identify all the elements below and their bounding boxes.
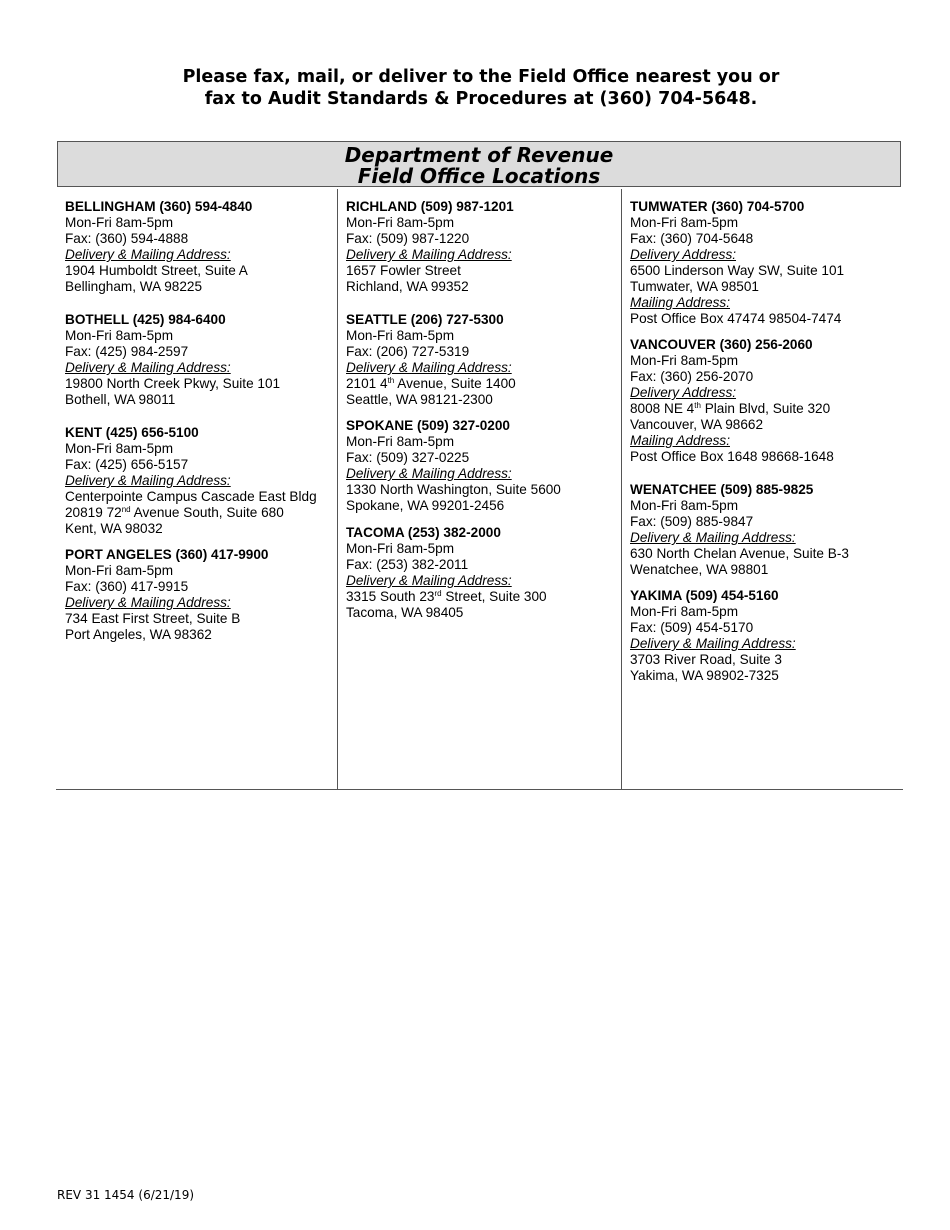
address-label — [630, 636, 796, 652]
ordinal-suffix: th — [694, 401, 701, 410]
line-text: 20819 72 — [65, 505, 122, 520]
line-text: 3703 River Road, Suite 3 — [630, 652, 782, 667]
line-text: VANCOUVER (360) 256-2060 — [630, 337, 813, 352]
office-vancouver — [630, 337, 834, 465]
office-line — [65, 392, 280, 408]
office-line — [630, 215, 844, 231]
line-text: Delivery & Mailing Address: — [346, 247, 512, 262]
office-line — [346, 263, 514, 279]
line-text: Bothell, WA 98011 — [65, 392, 176, 407]
office-line — [630, 498, 849, 514]
office-heading — [630, 199, 844, 215]
office-line — [630, 620, 796, 636]
office-kent — [65, 425, 317, 537]
line-text: Yakima, WA 98902-7325 — [630, 668, 779, 683]
line-text: Mon-Fri 8am-5pm — [630, 604, 739, 619]
office-line — [346, 215, 514, 231]
line-text: TACOMA (253) 382-2000 — [346, 525, 501, 540]
office-heading — [346, 199, 514, 215]
line-text: Tacoma, WA 98405 — [346, 605, 464, 620]
office-line — [65, 441, 317, 457]
table-header — [57, 141, 901, 187]
office-line — [630, 353, 834, 369]
office-seattle — [346, 312, 516, 408]
office-line — [346, 589, 547, 605]
office-line — [65, 328, 280, 344]
instructions-line-2: fax to Audit Standards & Procedures at (360) 704-5648. — [204, 89, 758, 109]
line-text: Spokane, WA 99201-2456 — [346, 498, 505, 513]
address-label — [630, 385, 834, 401]
office-port-angeles — [65, 547, 268, 643]
line-text: Post Office Box 47474 98504-7474 — [630, 311, 842, 326]
address-label — [630, 530, 849, 546]
address-label — [346, 247, 514, 263]
office-line — [630, 668, 796, 684]
line-text: Mon-Fri 8am-5pm — [346, 434, 455, 449]
office-heading — [346, 312, 516, 328]
office-line — [630, 562, 849, 578]
line-text: Delivery & Mailing Address: — [65, 360, 231, 375]
office-line — [630, 231, 844, 247]
ordinal-suffix: nd — [121, 505, 131, 514]
office-heading — [65, 425, 317, 441]
line-text: Delivery & Mailing Address: — [65, 595, 231, 610]
office-line — [630, 546, 849, 562]
line-text: Mon-Fri 8am-5pm — [346, 541, 455, 556]
office-line — [346, 482, 561, 498]
office-line — [346, 344, 516, 360]
line-text: 2101 4 — [346, 376, 388, 391]
office-line — [65, 457, 317, 473]
address-label — [65, 247, 252, 263]
office-line — [630, 604, 796, 620]
office-line — [630, 449, 834, 465]
line-text: Centerpointe Campus Cascade East Bldg — [65, 489, 317, 504]
office-line — [65, 627, 268, 643]
line-text: Fax: (360) 594-4888 — [65, 231, 189, 246]
office-spokane — [346, 418, 561, 514]
line-text: BELLINGHAM (360) 594-4840 — [65, 199, 253, 214]
office-heading — [65, 199, 252, 215]
office-line — [65, 263, 252, 279]
office-line — [630, 417, 834, 433]
office-line — [65, 376, 280, 392]
office-bellingham — [65, 199, 252, 295]
office-line — [630, 401, 834, 417]
line-text: Fax: (509) 885-9847 — [630, 514, 754, 529]
header-title-line-1: Department of Revenue — [344, 143, 614, 167]
office-line — [65, 231, 252, 247]
office-line — [65, 344, 280, 360]
instructions-line-1: Please fax, mail, or deliver to the Field Office nearest you or — [182, 67, 780, 87]
address-label — [346, 573, 547, 589]
ordinal-suffix: th — [387, 376, 395, 385]
line-text: 1904 Humboldt Street, Suite A — [65, 263, 248, 278]
office-tacoma — [346, 525, 547, 621]
form-id: REV 31 1454 (6/21/19) — [57, 1188, 195, 1202]
line-text: Fax: (509) 327-0225 — [346, 450, 470, 465]
office-line — [346, 450, 561, 466]
line-text: Fax: (425) 984-2597 — [65, 344, 189, 359]
office-line — [630, 652, 796, 668]
line-text: Mon-Fri 8am-5pm — [630, 353, 739, 368]
line-text: PORT ANGELES (360) 417-9900 — [65, 547, 269, 562]
office-heading — [346, 525, 547, 541]
office-line — [346, 392, 516, 408]
line-text: Delivery & Mailing Address: — [346, 360, 512, 375]
address-label — [630, 295, 844, 311]
line-text: Fax: (509) 454-5170 — [630, 620, 754, 635]
line-text: 734 East First Street, Suite B — [65, 611, 241, 626]
line-text: Fax: (360) 704-5648 — [630, 231, 754, 246]
line-text: Fax: (509) 987-1220 — [346, 231, 470, 246]
office-line — [65, 505, 317, 521]
line-text: Tumwater, WA 98501 — [630, 279, 759, 294]
line-text: Fax: (360) 417-9915 — [65, 579, 189, 594]
line-text: 8008 NE 4 — [630, 401, 695, 416]
line-text: Plain Blvd, Suite 320 — [700, 401, 831, 416]
office-line — [346, 605, 547, 621]
line-text: Delivery & Mailing Address: — [65, 247, 231, 262]
table-bottom-border — [56, 789, 903, 790]
column-divider — [337, 189, 338, 789]
line-text: 19800 North Creek Pkwy, Suite 101 — [65, 376, 281, 391]
line-text: Mon-Fri 8am-5pm — [65, 328, 174, 343]
office-heading — [65, 312, 280, 328]
office-line — [65, 215, 252, 231]
office-bothell — [65, 312, 280, 408]
line-text: Avenue, Suite 1400 — [394, 376, 516, 391]
office-line — [630, 311, 844, 327]
office-heading — [65, 547, 268, 563]
office-heading — [630, 337, 834, 353]
office-richland — [346, 199, 514, 295]
office-line — [346, 328, 516, 344]
line-text: Fax: (206) 727-5319 — [346, 344, 470, 359]
address-label — [65, 473, 317, 489]
header-title-line-2: Field Office Locations — [357, 164, 601, 188]
office-line — [65, 489, 317, 505]
line-text: Mailing Address: — [630, 295, 730, 310]
line-text: Richland, WA 99352 — [346, 279, 469, 294]
line-text: YAKIMA (509) 454-5160 — [630, 588, 779, 603]
line-text: Avenue South, Suite 680 — [130, 505, 284, 520]
address-label — [346, 466, 561, 482]
line-text: 630 North Chelan Avenue, Suite B-3 — [630, 546, 849, 561]
line-text: 6500 Linderson Way SW, Suite 101 — [630, 263, 845, 278]
ordinal-suffix: rd — [434, 589, 442, 598]
line-text: Port Angeles, WA 98362 — [65, 627, 212, 642]
office-line — [346, 498, 561, 514]
line-text: 3315 South 23 — [346, 589, 435, 604]
office-line — [65, 279, 252, 295]
address-label — [65, 595, 268, 611]
line-text: Mon-Fri 8am-5pm — [630, 498, 739, 513]
line-text: Post Office Box 1648 98668-1648 — [630, 449, 834, 464]
line-text: KENT (425) 656-5100 — [65, 425, 199, 440]
line-text: TUMWATER (360) 704-5700 — [630, 199, 805, 214]
office-line — [346, 557, 547, 573]
line-text: 1657 Fowler Street — [346, 263, 461, 278]
office-line — [65, 579, 268, 595]
line-text: Mailing Address: — [630, 433, 730, 448]
line-text: Seattle, WA 98121-2300 — [346, 392, 493, 407]
line-text: Wenatchee, WA 98801 — [630, 562, 769, 577]
line-text: Kent, WA 98032 — [65, 521, 163, 536]
line-text: BOTHELL (425) 984-6400 — [65, 312, 226, 327]
office-line — [346, 434, 561, 450]
column-divider — [621, 189, 622, 789]
office-line — [346, 541, 547, 557]
line-text: Delivery & Mailing Address: — [346, 466, 512, 481]
line-text: Delivery & Mailing Address: — [630, 530, 796, 545]
line-text: Mon-Fri 8am-5pm — [65, 563, 174, 578]
line-text: Street, Suite 300 — [441, 589, 547, 604]
office-line — [346, 279, 514, 295]
line-text: Delivery Address: — [630, 385, 737, 400]
instructions — [0, 66, 950, 110]
line-text: Fax: (360) 256-2070 — [630, 369, 754, 384]
address-label — [65, 360, 280, 376]
office-line — [630, 279, 844, 295]
line-text: Mon-Fri 8am-5pm — [346, 328, 455, 343]
office-line — [630, 263, 844, 279]
line-text: Delivery Address: — [630, 247, 737, 262]
office-heading — [346, 418, 561, 434]
office-line — [346, 376, 516, 392]
line-text: Delivery & Mailing Address: — [346, 573, 512, 588]
line-text: Fax: (253) 382-2011 — [346, 557, 469, 572]
line-text: SPOKANE (509) 327-0200 — [346, 418, 510, 433]
line-text: Delivery & Mailing Address: — [65, 473, 231, 488]
address-label — [346, 360, 516, 376]
address-label — [630, 247, 844, 263]
line-text: Mon-Fri 8am-5pm — [630, 215, 739, 230]
office-tumwater — [630, 199, 844, 327]
office-line — [346, 231, 514, 247]
office-line — [65, 521, 317, 537]
line-text: Vancouver, WA 98662 — [630, 417, 764, 432]
line-text: 1330 North Washington, Suite 5600 — [346, 482, 561, 497]
address-label — [630, 433, 834, 449]
line-text: Mon-Fri 8am-5pm — [65, 215, 174, 230]
line-text: Mon-Fri 8am-5pm — [346, 215, 455, 230]
line-text: WENATCHEE (509) 885-9825 — [630, 482, 814, 497]
office-line — [65, 611, 268, 627]
office-line — [630, 514, 849, 530]
office-heading — [630, 588, 796, 604]
office-yakima — [630, 588, 796, 684]
line-text: Fax: (425) 656-5157 — [65, 457, 189, 472]
office-heading — [630, 482, 849, 498]
office-line — [65, 563, 268, 579]
office-line — [630, 369, 834, 385]
line-text: Bellingham, WA 98225 — [65, 279, 203, 294]
line-text: SEATTLE (206) 727-5300 — [346, 312, 504, 327]
line-text: Mon-Fri 8am-5pm — [65, 441, 174, 456]
line-text: RICHLAND (509) 987-1201 — [346, 199, 514, 214]
line-text: Delivery & Mailing Address: — [630, 636, 796, 651]
office-wenatchee — [630, 482, 849, 578]
